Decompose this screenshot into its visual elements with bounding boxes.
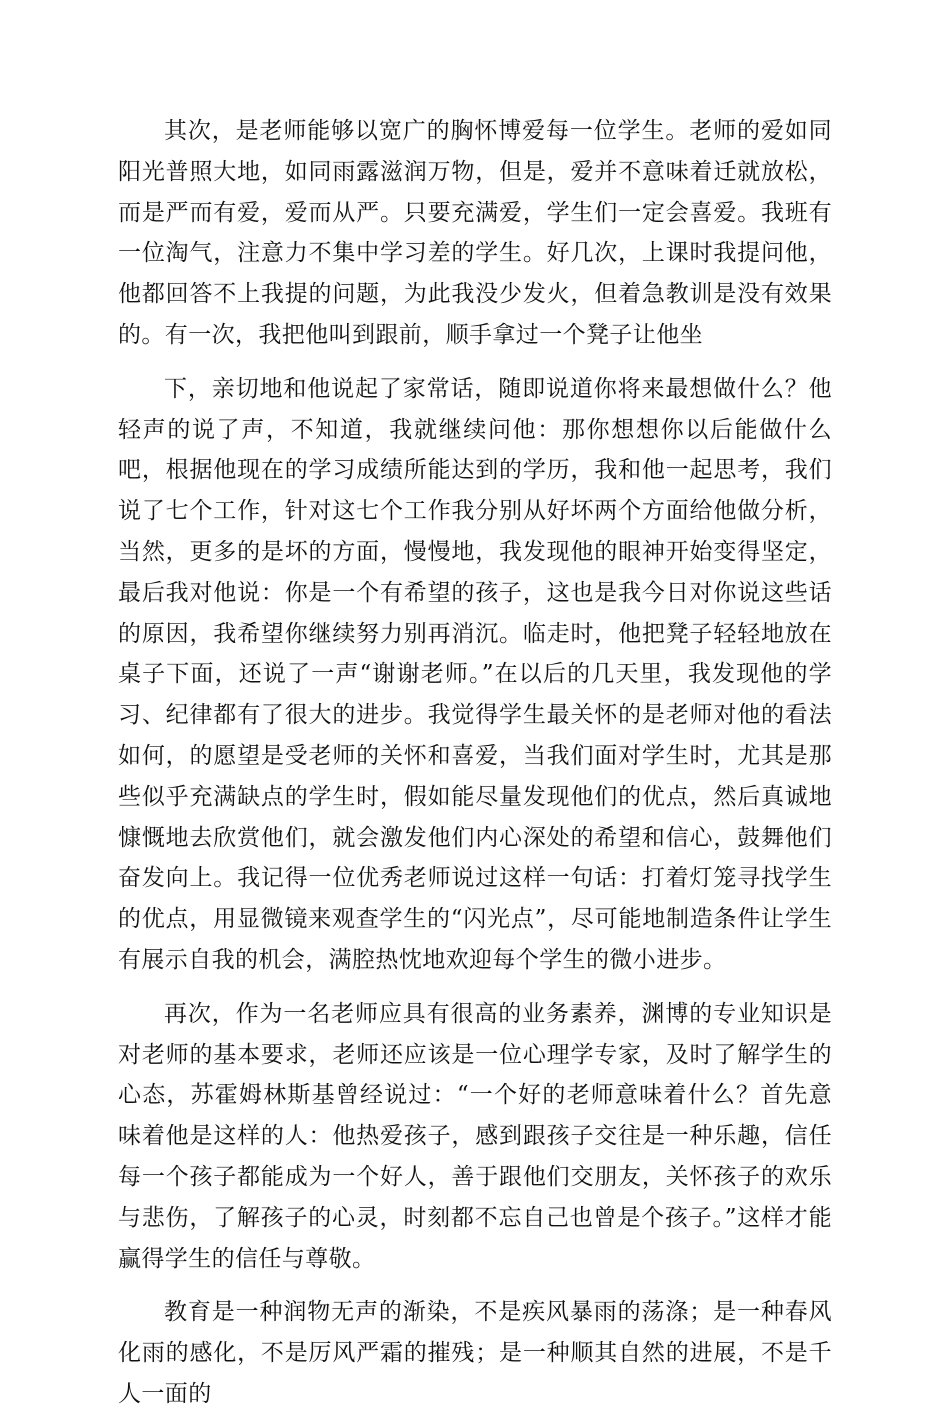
paragraph-3: 再次，作为一名老师应具有很高的业务素养，渊博的专业知识是对老师的基本要求，老师还应该是一位心理学专家，及时了解学生的心态，苏霍姆林斯基曾经说过：“一个好的老师意味着什么？首先意味着他是这样的人：他热爱孩子，感到跟孩子交往是一种乐趣，信任每一个孩子都能成为一个好人，善于跟他们交朋友，关怀孩子的欢乐与悲伤，了解孩子的心灵，时刻都不忘自己也曾是个孩子。”这样才能赢得学生的信任与尊敬。 (118, 1000, 832, 1272)
paragraph-2: 下，亲切地和他说起了家常话，随即说道你将来最想做什么？他轻声的说了声，不知道，我就继续问他：那你想想你以后能做什么吧，根据他现在的学习成绩所能达到的学历，我和他一起思考，我们说了七个工作，针对这七个工作我分别从好坏两个方面给他做分析，当然，更多的是坏的方面，慢慢地，我发现他的眼神开始变得坚定，最后我对他说：你是一个有希望的孩子，这也是我今日对你说这些话的原因，我希望你继续努力别再消沉。临走时，他把凳子轻轻地放在桌子下面，还说了一声“谢谢老师。”在以后的几天里，我发现他的学习、纪律都有了很大的进步。我觉得学生最关怀的是老师对他的看法如何，的愿望是受老师的关怀和喜爱，当我们面对学生时，尤其是那些似乎充满缺点的学生时，假如能尽量发现他们的优点，然后真诚地慷慨地去欣赏他们，就会激发他们内心深处的希望和信心，鼓舞他们奋发向上。我记得一位优秀老师说过这样一句话：打着灯笼寻找学生的优点，用显微镜来观查学生的“闪光点”，尽可能地制造条件让学生有展示自我的机会，满腔热忱地欢迎每个学生的微小进步。 (118, 375, 832, 973)
paragraph-1: 其次，是老师能够以宽广的胸怀博爱每一位学生。老师的爱如同阳光普照大地，如同雨露滋润万物，但是，爱并不意味着迁就放松，而是严而有爱，爱而从严。只要充满爱，学生们一定会喜爱。我班有一位淘气，注意力不集中学习差的学生。好几次，上课时我提问他，他都回答不上我提的问题，为此我没少发火，但着急教训是没有效果的。有一次，我把他叫到跟前，顺手拿过一个凳子让他坐 (118, 118, 832, 348)
document-page (118, 111, 832, 1428)
paragraph-4: 教育是一种润物无声的渐染，不是疾风暴雨的荡涤；是一种春风化雨的感化，不是厉风严霜的摧残；是一种顺其自然的进展，不是千人一面的 (118, 1299, 832, 1407)
